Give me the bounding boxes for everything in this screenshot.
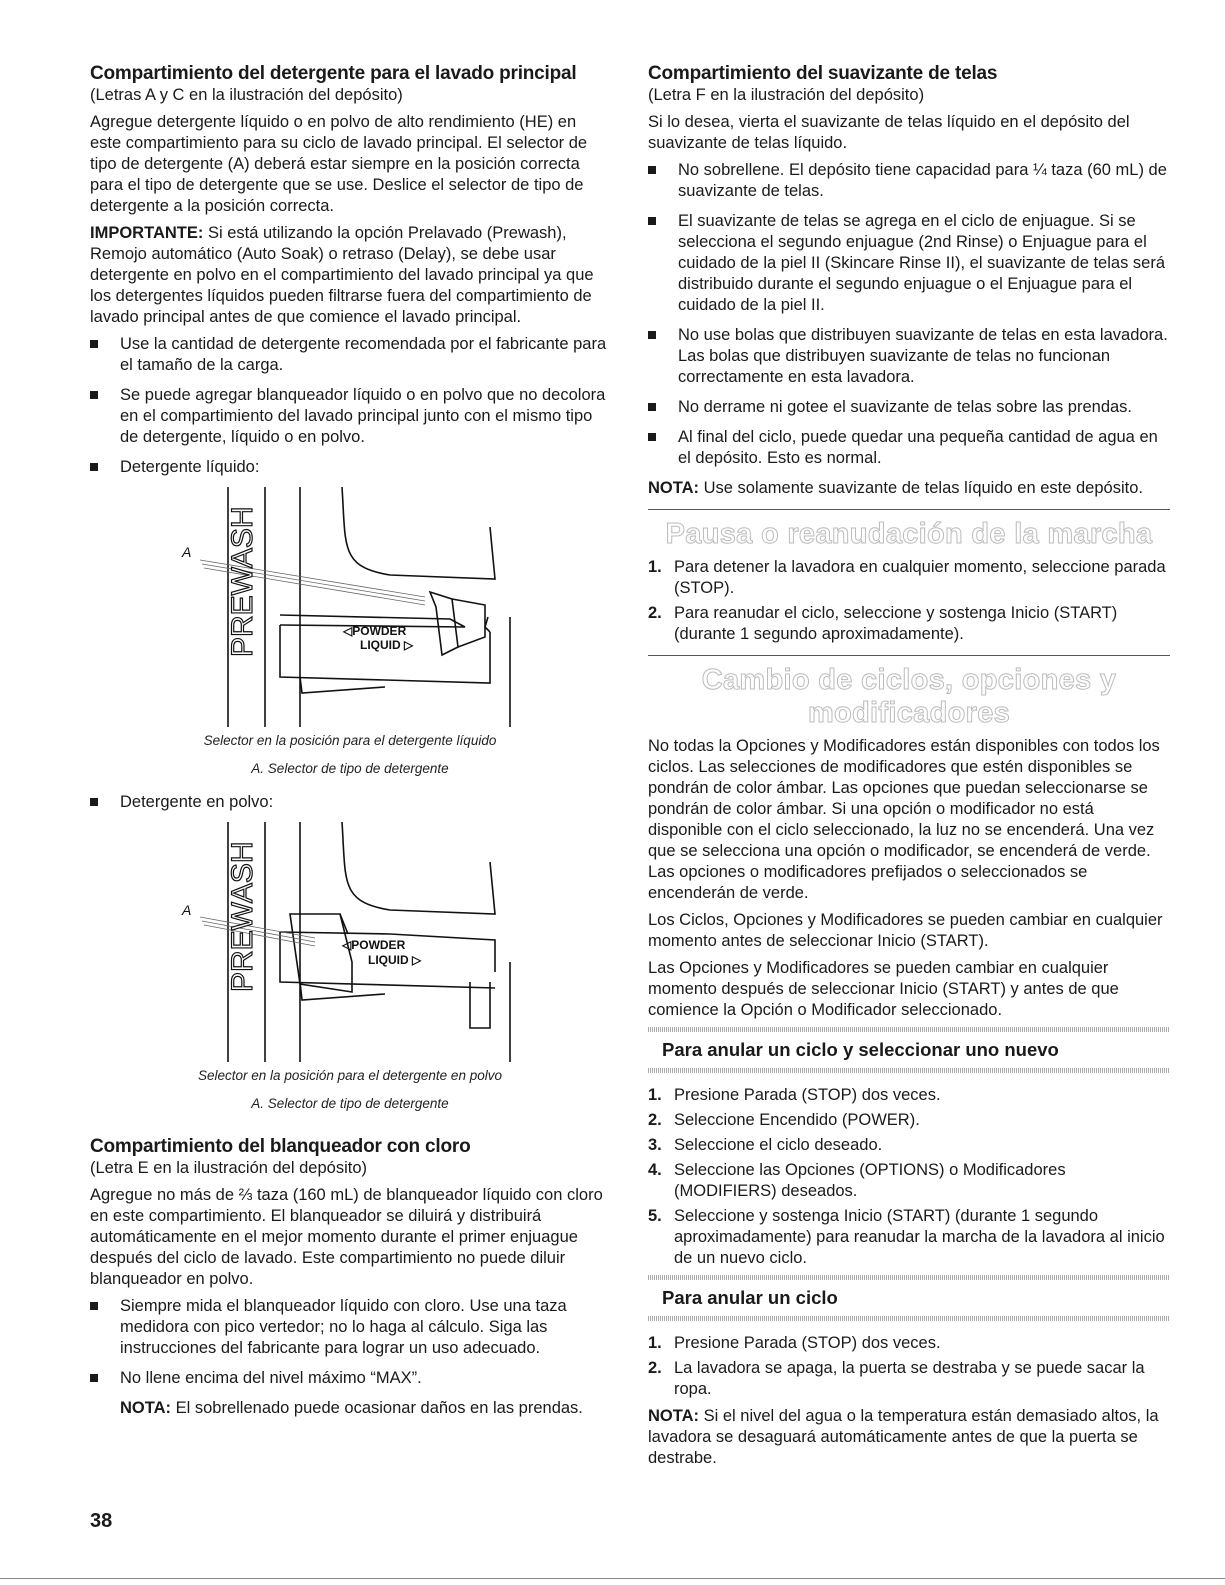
bleach-bullets bbox=[90, 1296, 610, 1389]
step-text: Seleccione el ciclo deseado. bbox=[674, 1136, 883, 1154]
list-item bbox=[648, 1085, 1170, 1106]
bleach-subtitle: (Letra E en la ilustración del depósito) bbox=[90, 1159, 367, 1177]
list-item: No sobrellene. El depósito tiene capacidad para ¼ taza (60 mL) de suavizante de telas. bbox=[648, 160, 1170, 202]
dispenser-illustration-powder bbox=[90, 822, 610, 1067]
list-item: Siempre mida el blanqueador líquido con cloro. Use una taza medidora con pico vertedor; no lo haga al cálculo. Siga las instrucciones del fabricante para lograr un uso adecuado. bbox=[90, 1296, 610, 1359]
figure-caption: Selector en la posición para el detergente en polvo bbox=[198, 1068, 502, 1083]
step-text: Para detener la lavadora en cualquier momento, seleccione parada (STOP). bbox=[674, 558, 1166, 597]
main-wash-bullets bbox=[90, 334, 610, 478]
list-item bbox=[648, 1333, 1170, 1354]
hatch-divider bbox=[648, 1316, 1170, 1321]
step-number: 1. bbox=[648, 1334, 662, 1352]
dispenser-illustration-liquid bbox=[90, 487, 610, 732]
bleach-heading: Compartimiento del blanqueador con cloro bbox=[90, 1136, 471, 1157]
step-number: 2. bbox=[648, 1359, 662, 1377]
list-item: Detergente en polvo: bbox=[90, 792, 610, 813]
change-heading-line1: Cambio de ciclos, opciones y bbox=[701, 664, 1117, 696]
powder-label: ◁POWDER bbox=[342, 938, 406, 952]
step-text: Para reanudar el ciclo, seleccione y sostenga Inicio (START) (durante 1 segundo aproximadamente). bbox=[674, 604, 1118, 643]
list-item: No use bolas que distribuyen suavizante de telas en esta lavadora. Las bolas que distribuyen suavizante de telas no funcionan correctamente en esta lavadora. bbox=[648, 325, 1170, 388]
list-item: Detergente líquido: bbox=[90, 457, 610, 478]
list-item: Use la cantidad de detergente recomendada por el fabricante para el tamaño de la carga. bbox=[90, 334, 610, 376]
list-item: No derrame ni gotee el suavizante de telas sobre las prendas. bbox=[648, 397, 1170, 418]
note-text: El sobrellenado puede ocasionar daños en las prendas. bbox=[171, 1399, 583, 1417]
cancel-new-steps bbox=[648, 1085, 1170, 1269]
cancel-note bbox=[648, 1406, 1170, 1469]
list-item bbox=[648, 603, 1170, 645]
list-item: Se puede agregar blanqueador líquido o en polvo que no decolora en el compartimiento del lavado principal junto con el mismo tipo de detergente, líquido o en polvo. bbox=[90, 385, 610, 448]
step-number: 2. bbox=[648, 604, 662, 622]
change-paragraph-1: No todas la Opciones y Modificadores están disponibles con todos los ciclos. Las selecciones de modificadores que estén disponibles se pondrán de color ámbar. Las opciones que puedan seleccionarse se pondrán de color ámbar. Si una opción o modificador no está disponible con el ciclo seleccionado, la luz no se encenderá. Una vez que se selecciona una opción o modificador, se encenderá de verde. Las opciones o modificadores prefijados o seleccionados se encenderán de verde. bbox=[648, 737, 1160, 902]
main-wash-heading: Compartimiento del detergente para el lavado principal bbox=[90, 63, 577, 84]
list-item bbox=[648, 1110, 1170, 1131]
list-item bbox=[648, 1160, 1170, 1202]
change-heading bbox=[648, 664, 1170, 730]
liquid-label: LIQUID ▷ bbox=[360, 638, 414, 652]
main-wash-subtitle: (Letras A y C en la ilustración del depósito) bbox=[90, 86, 403, 104]
page-bottom-line bbox=[0, 1578, 1225, 1579]
note-text: Use solamente suavizante de telas líquido en este depósito. bbox=[699, 479, 1143, 497]
powder-label: ◁POWDER bbox=[343, 624, 407, 638]
change-paragraph-3: Las Opciones y Modificadores se pueden cambiar en cualquier momento después de seleccionar Inicio (START) y antes de que comience la Opción o Modificador seleccionado. bbox=[648, 959, 1119, 1019]
cancel-heading: Para anular un ciclo bbox=[662, 1287, 838, 1308]
figure-legend: A. Selector de tipo de detergente bbox=[251, 1096, 449, 1111]
step-text: Seleccione y sostenga Inicio (START) (durante 1 segundo aproximadamente) para reanudar la marcha de la lavadora al inicio de un nuevo ciclo. bbox=[674, 1207, 1165, 1267]
list-item bbox=[648, 1206, 1170, 1269]
hatch-divider bbox=[648, 1275, 1170, 1280]
step-number: 5. bbox=[648, 1207, 662, 1225]
powder-selector-figure bbox=[90, 822, 610, 1067]
step-number: 3. bbox=[648, 1136, 662, 1154]
list-item: No llene encima del nivel máximo “MAX”. bbox=[90, 1368, 610, 1389]
step-number: 2. bbox=[648, 1111, 662, 1129]
powder-bullet-list bbox=[90, 792, 610, 813]
list-item bbox=[648, 557, 1170, 599]
list-item bbox=[648, 1135, 1170, 1156]
change-heading-line2: modificadores bbox=[807, 697, 1011, 729]
prewash-label: PREWASH bbox=[226, 506, 259, 657]
figure-legend: A. Selector de tipo de detergente bbox=[251, 761, 449, 776]
note-label: NOTA: bbox=[120, 1399, 172, 1417]
cancel-steps bbox=[648, 1333, 1170, 1400]
note-label: NOTA: bbox=[648, 479, 700, 497]
softener-bullets bbox=[648, 160, 1170, 469]
note-label: NOTA: bbox=[648, 1407, 700, 1425]
liquid-label: LIQUID ▷ bbox=[368, 953, 422, 967]
step-text: Seleccione Encendido (POWER). bbox=[674, 1111, 920, 1129]
step-number: 1. bbox=[648, 558, 662, 576]
softener-note bbox=[648, 478, 1170, 499]
step-text: La lavadora se apaga, la puerta se destraba y se puede sacar la ropa. bbox=[674, 1359, 1145, 1398]
softener-heading: Compartimiento del suavizante de telas bbox=[648, 63, 998, 84]
step-number: 1. bbox=[648, 1086, 662, 1104]
right-column bbox=[648, 62, 1170, 1475]
left-column bbox=[90, 62, 610, 1425]
pause-steps bbox=[648, 557, 1170, 645]
step-text: Presione Parada (STOP) dos veces. bbox=[674, 1334, 941, 1352]
figure-caption: Selector en la posición para el detergente líquido bbox=[203, 733, 497, 748]
page-number: 38 bbox=[90, 1510, 113, 1532]
liquid-selector-figure bbox=[90, 487, 610, 732]
section-divider bbox=[648, 655, 1170, 656]
list-item: Al final del ciclo, puede quedar una pequeña cantidad de agua en el depósito. Esto es normal. bbox=[648, 427, 1170, 469]
softener-subtitle: (Letra F en la ilustración del depósito) bbox=[648, 86, 925, 104]
step-text: Presione Parada (STOP) dos veces. bbox=[674, 1086, 941, 1104]
list-item bbox=[648, 1358, 1170, 1400]
pause-heading: Pausa o reanudación de la marcha bbox=[665, 518, 1153, 550]
bleach-paragraph: Agregue no más de ⅔ taza (160 mL) de blanqueador líquido con cloro en este compartimiento. El blanqueador se diluirá y distribuirá automáticamente en el mejor momento durante el primer enjuague después del ciclo de lavado. Este compartimiento no puede diluir blanqueador en polvo. bbox=[90, 1186, 603, 1288]
cancel-new-heading: Para anular un ciclo y seleccionar uno nuevo bbox=[662, 1039, 1059, 1060]
callout-a-label: A bbox=[182, 902, 192, 918]
change-paragraph-2: Los Ciclos, Opciones y Modificadores se pueden cambiar en cualquier momento antes de seleccionar Inicio (START). bbox=[648, 911, 1163, 950]
hatch-divider bbox=[648, 1027, 1170, 1032]
callout-a-label: A bbox=[182, 544, 192, 560]
note-text: Si el nivel del agua o la temperatura están demasiado altos, la lavadora se desaguará automáticamente antes de que la puerta se destrabe. bbox=[648, 1407, 1159, 1467]
important-paragraph bbox=[90, 223, 610, 328]
important-text: Si está utilizando la opción Prelavado (Prewash), Remojo automático (Auto Soak) o retraso (Delay), se debe usar detergente en polvo en el compartimiento del lavado principal ya que los detergentes líquidos pueden filtrarse fuera del compartimiento de lavado principal antes de que comience el lavado principal. bbox=[90, 224, 594, 326]
hatch-divider bbox=[648, 1068, 1170, 1073]
main-wash-paragraph: Agregue detergente líquido o en polvo de alto rendimiento (HE) en este compartimiento para su ciclo de lavado principal. El selector de tipo de detergente (A) deberá estar siempre en la posición correcta para el tipo de detergente que se use. Deslice el selector de tipo de detergente a la posición correcta. bbox=[90, 113, 588, 215]
bleach-note bbox=[90, 1398, 610, 1419]
softener-paragraph: Si lo desea, vierta el suavizante de telas líquido en el depósito del suavizante de telas líquido. bbox=[648, 113, 1130, 152]
prewash-label: PREWASH bbox=[226, 841, 259, 992]
step-number: 4. bbox=[648, 1161, 662, 1179]
important-label: IMPORTANTE: bbox=[90, 224, 204, 242]
section-divider bbox=[648, 509, 1170, 510]
step-text: Seleccione las Opciones (OPTIONS) o Modificadores (MODIFIERS) deseados. bbox=[674, 1161, 1066, 1200]
list-item: El suavizante de telas se agrega en el ciclo de enjuague. Si se selecciona el segundo enjuague (2nd Rinse) o Enjuague para el cuidado de la piel II (Skincare Rinse II), el suavizante de telas será distribuido durante el segundo enjuague o el Enjuague para el cuidado de la piel II. bbox=[648, 211, 1170, 316]
